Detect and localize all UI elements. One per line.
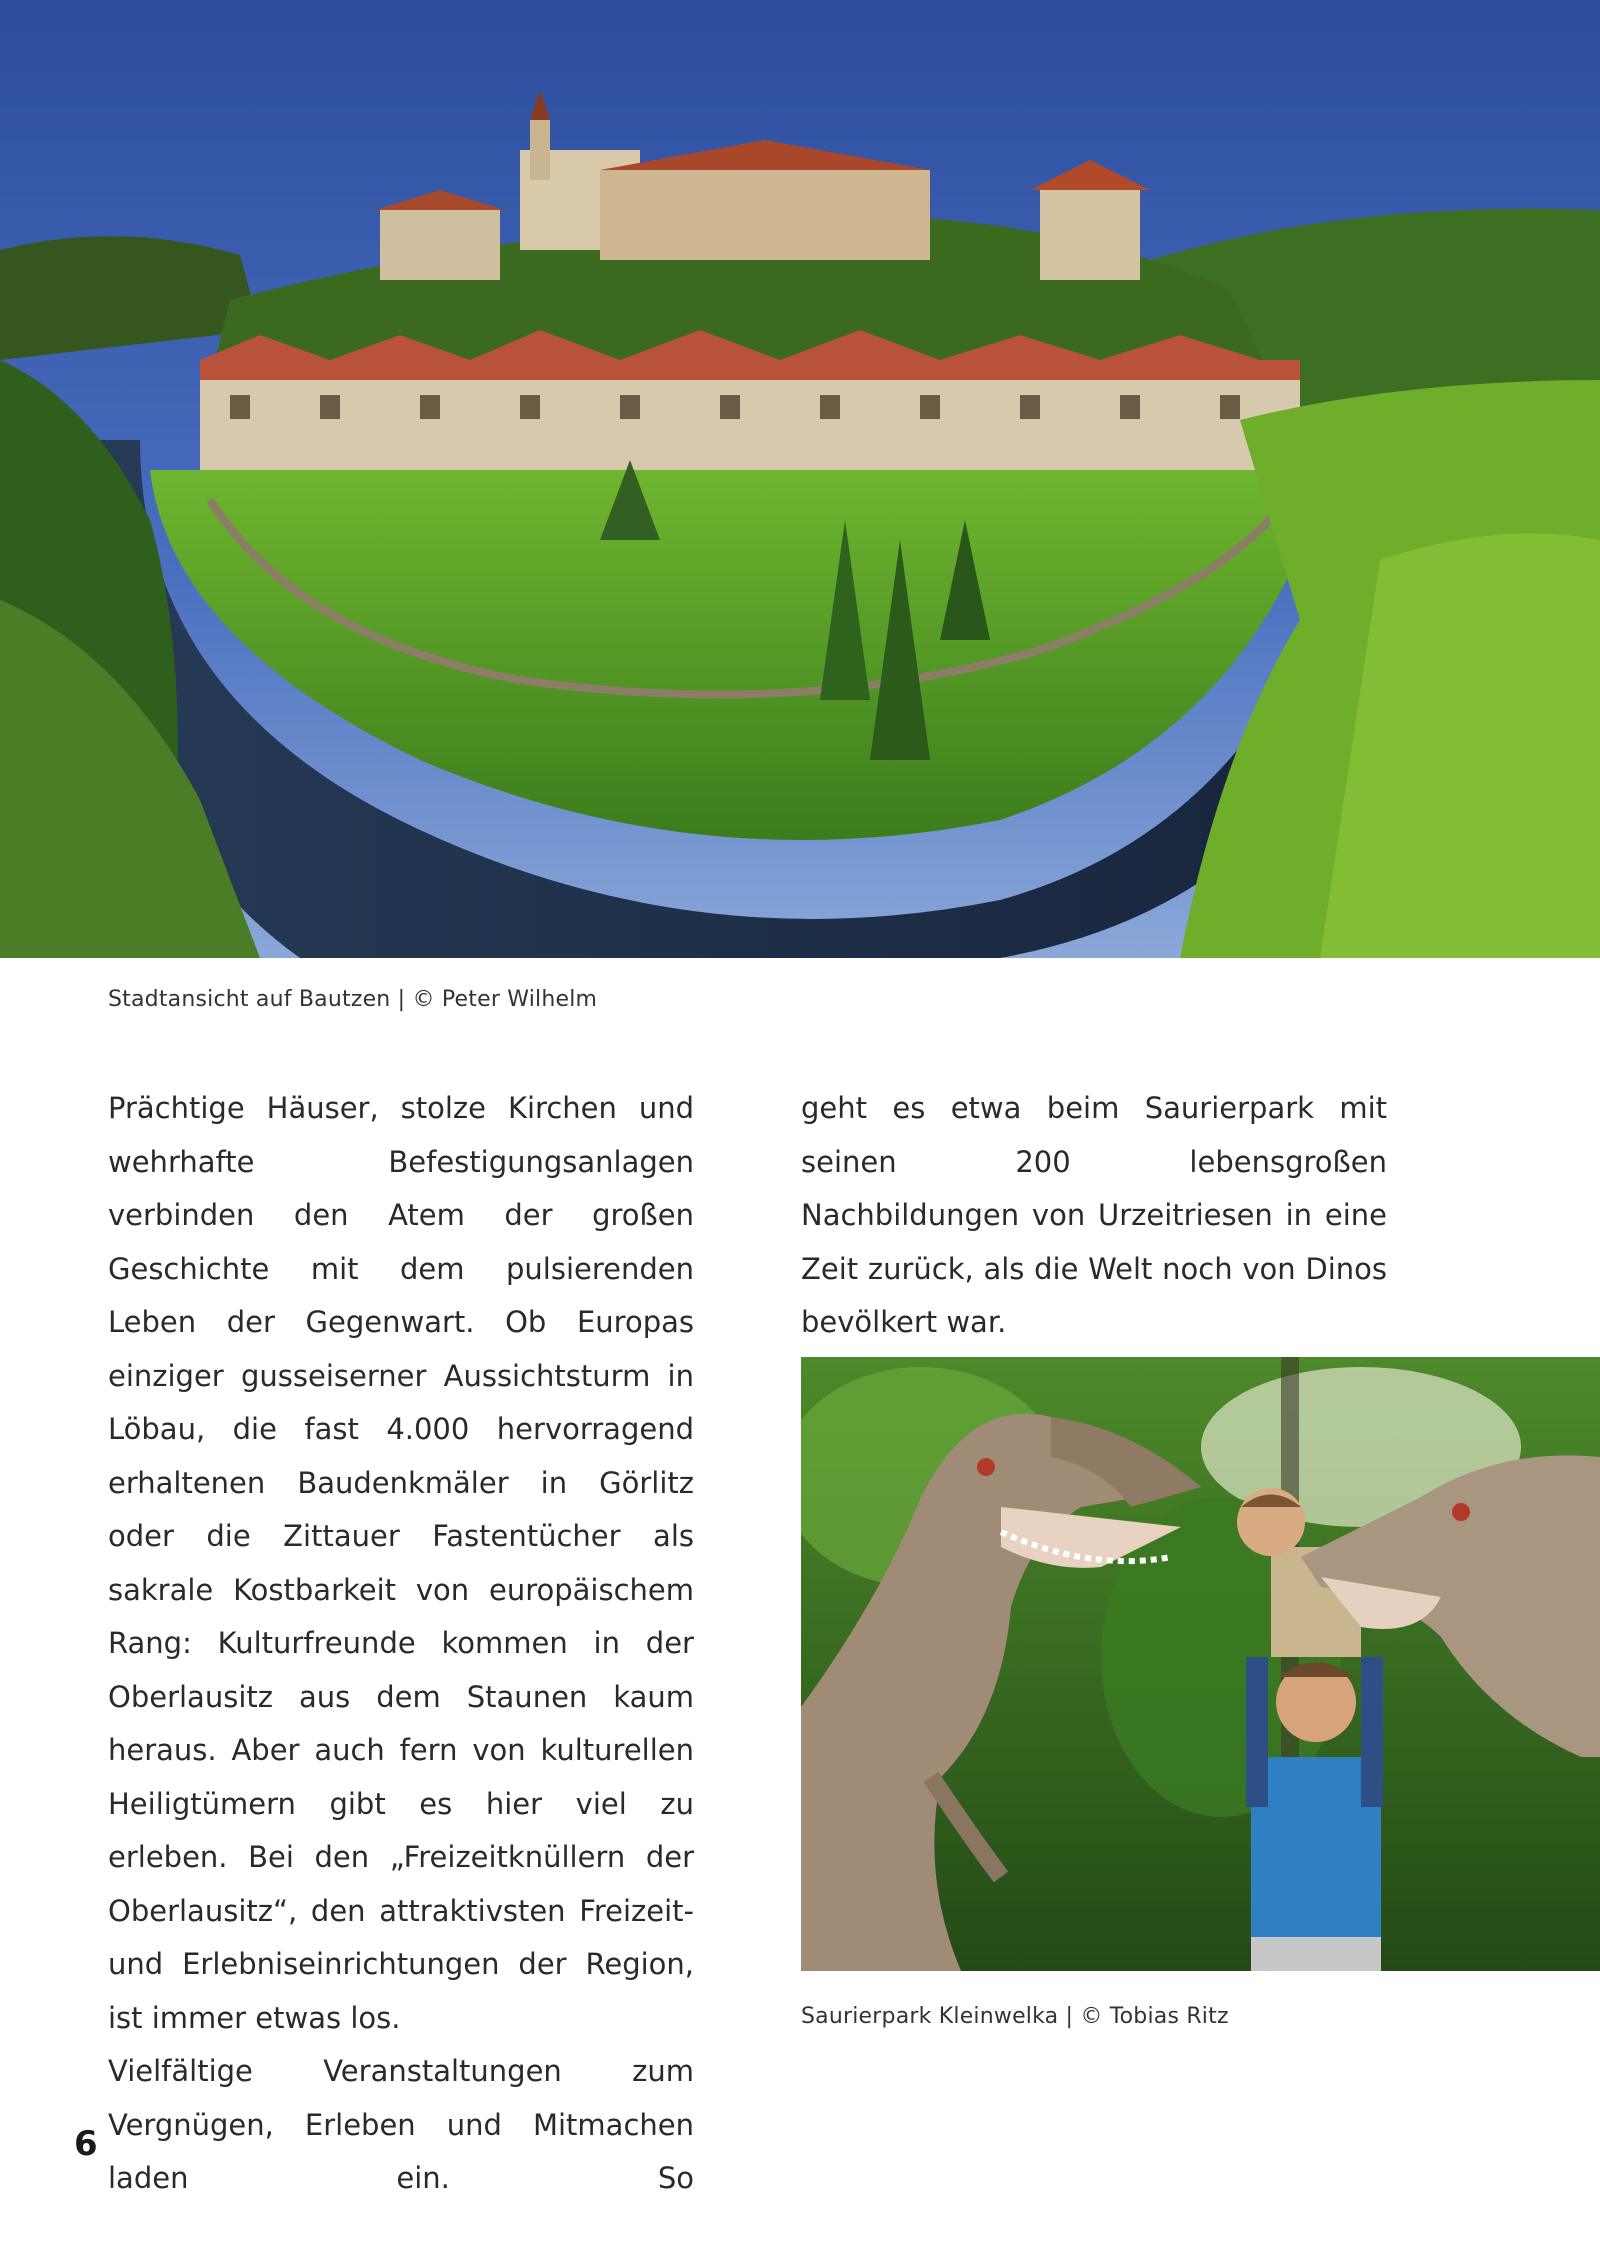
hero-photo-bautzen (0, 0, 1600, 958)
article-paragraph: geht es etwa beim Saurierpark mit seinen 200 lebensgroßen Nachbildungen von Urzeitriesen in eine Zeit zurück, als die Welt noch von Dinos bevölkert war. (801, 1091, 1387, 1339)
article-paragraph: Prächtige Häuser, stolze Kirchen und wehrhafte Befestigungsanlagen verbinden den Atem der großen Geschichte mit dem pulsierenden Leben der Gegenwart. Ob Europas einziger gusseiserner Aussichtsturm in Löbau, die fast 4.000 hervorragend erhaltenen Baudenkmäler in Görlitz oder die Zittauer Fastentücher als sakrale Kostbarkeit von europäischem Rang: Kulturfreunde kommen in der Oberlausitz aus dem Staunen kaum heraus. Aber auch fern von kulturellen Heiligtümern gibt es hier viel zu erleben. Bei den „Freizeitknüllern der Oberlausitz“, den attraktivsten Freizeit- und Erlebniseinrichtungen der Region, ist immer etwas los. (108, 1091, 694, 2035)
page-number: 6 (74, 2124, 98, 2164)
dino-photo-caption: Saurierpark Kleinwelka | © Tobias Ritz (801, 2004, 1229, 2029)
article-column-right (801, 1082, 1387, 1350)
article-paragraph: Vielfältige Veranstaltungen zum Vergnügen, Erleben und Mitmachen laden ein. So (108, 2054, 694, 2195)
hero-photo-caption: Stadtansicht auf Bautzen | © Peter Wilhelm (108, 987, 598, 1012)
article-column-left (108, 1082, 694, 2206)
dino-park-photo (801, 1357, 1600, 1971)
